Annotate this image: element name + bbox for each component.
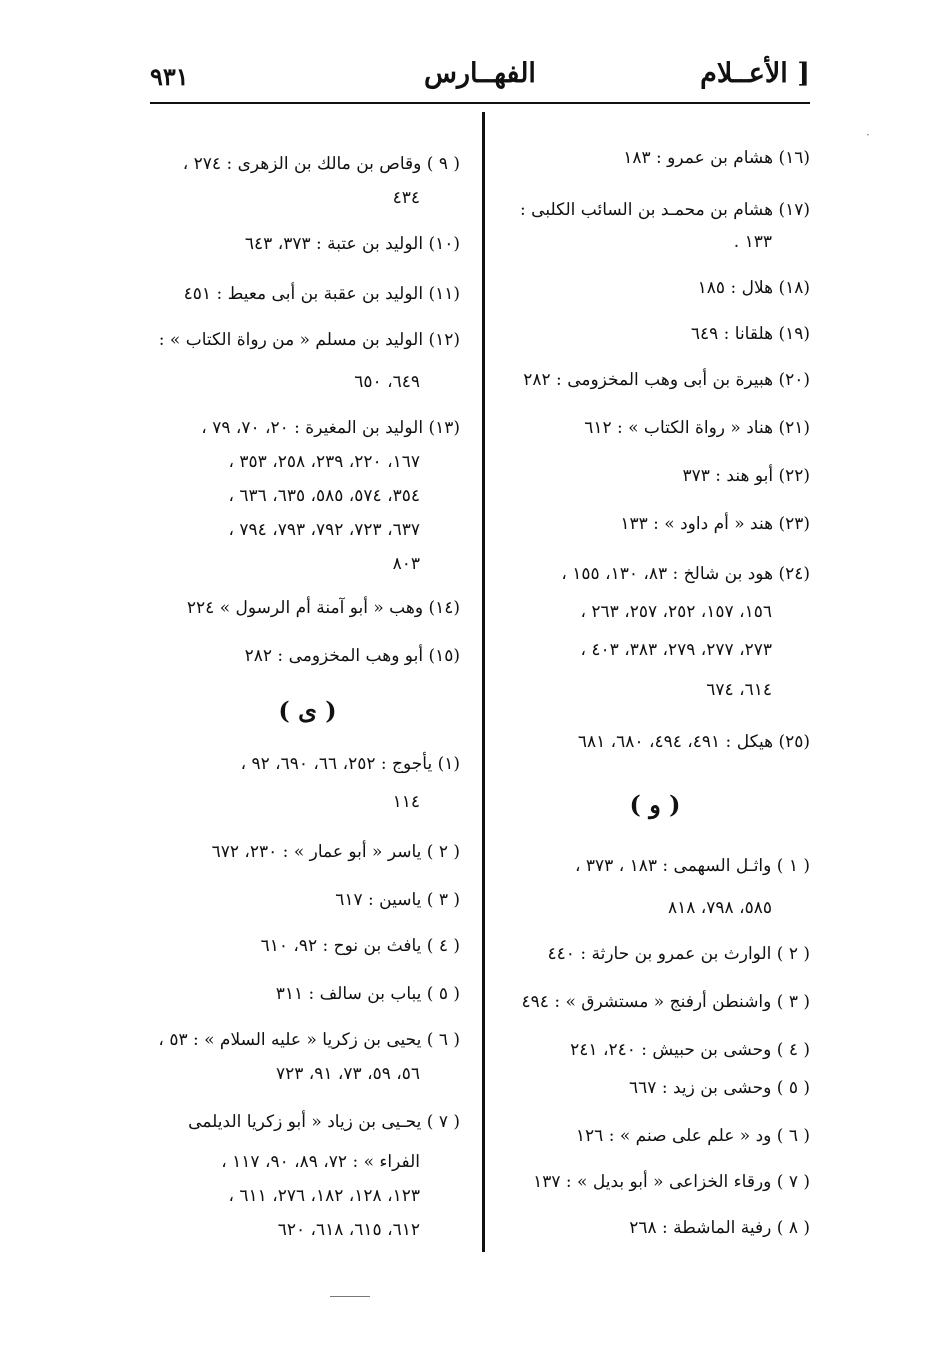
section-letter: ( ى ) bbox=[278, 696, 337, 725]
index-entry: (٢١) هناد « رواة الكتاب » : ٦١٢ bbox=[584, 418, 810, 438]
index-entry: (١٠) الوليد بن عتبة : ٣٧٣، ٦٤٣ bbox=[244, 234, 460, 254]
index-entry: (٢٢) أبو هند : ٣٧٣ bbox=[682, 466, 810, 486]
index-entry: ( ٢ ) الوارث بن عمرو بن حارثة : ٤٤٠ bbox=[547, 944, 810, 964]
index-entry: ( ٣ ) ياسين : ٦١٧ bbox=[335, 890, 460, 910]
index-entry-continuation: ١٥٦، ١٥٧، ٢٥٢، ٢٥٧، ٢٦٣ ، bbox=[580, 602, 772, 622]
index-entry: ( ٣ ) واشنطن أرفنج « مستشرق » : ٤٩٤ bbox=[521, 992, 810, 1012]
index-entry-continuation: ٦٤٩، ٦٥٠ bbox=[354, 372, 420, 392]
index-entry: (١٥) أبو وهب المخزومى : ٢٨٢ bbox=[244, 646, 460, 666]
index-entry: (١) يأجوج : ٢٥٢، ٦٦، ٦٩٠، ٩٢ ، bbox=[240, 754, 460, 774]
index-entry-continuation: ١١٤ bbox=[392, 792, 420, 812]
index-entry: (٢٤) هود بن شالخ : ٨٣، ١٣٠، ١٥٥ ، bbox=[561, 564, 810, 584]
index-entry-continuation: ٤٣٤ bbox=[392, 188, 420, 208]
index-entry: ( ٧ ) يحـيى بن زياد « أبو زكريا الديلمى bbox=[188, 1112, 460, 1132]
index-entry: (١٣) الوليد بن المغيرة : ٢٠، ٧٠، ٧٩ ، bbox=[201, 418, 460, 438]
index-entry: ( ٨ ) رفية الماشطة : ٢٦٨ bbox=[629, 1218, 810, 1238]
index-entry: (٢٠) هبيرة بن أبى وهب المخزومى : ٢٨٢ bbox=[523, 370, 810, 390]
index-entry-continuation: ٢٧٣، ٢٧٧، ٢٧٩، ٣٨٣، ٤٠٣ ، bbox=[580, 640, 772, 660]
index-entry-continuation: ٨٠٣ bbox=[392, 554, 420, 574]
index-entry: (٢٣) هند « أم داود » : ١٣٣ bbox=[620, 514, 810, 534]
index-entry: ( ١ ) واثـل السهمى : ١٨٣ ، ٣٧٣ ، bbox=[575, 856, 810, 876]
index-entry-continuation: ٦١٤، ٦٧٤ bbox=[706, 680, 772, 700]
index-entry: (١٢) الوليد بن مسلم « من رواة الكتاب » : bbox=[158, 330, 460, 350]
index-entry: (١١) الوليد بن عقبة بن أبى معيط : ٤٥١ bbox=[183, 284, 460, 304]
index-entry: ( ٩ ) وقاص بن مالك بن الزهرى : ٢٧٤ ، bbox=[182, 154, 460, 174]
index-entry-continuation: الفراء » : ٧٢، ٨٩، ٩٠، ١١٧ ، bbox=[221, 1152, 420, 1172]
index-entry: (١٩) هلقانا : ٦٤٩ bbox=[690, 324, 810, 344]
index-entry-continuation: ٥٦، ٥٩، ٧٣، ٩١، ٧٢٣ bbox=[275, 1064, 420, 1084]
index-entry: ( ٦ ) يحيى بن زكريا « عليه السلام » : ٥٣ ، bbox=[158, 1030, 460, 1050]
index-entry-continuation: ٥٨٥، ٧٩٨، ٨١٨ bbox=[668, 898, 772, 918]
index-entry: (٢٥) هيكل : ٤٩١، ٤٩٤، ٦٨٠، ٦٨١ bbox=[577, 732, 810, 752]
section-letter: ( و ) bbox=[629, 790, 681, 819]
index-entry: ( ٤ ) يافث بن نوح : ٩٢، ٦١٠ bbox=[260, 936, 460, 956]
index-entry: ( ٢ ) ياسر « أبو عمار » : ٢٣٠، ٦٧٢ bbox=[211, 842, 460, 862]
footer-rule bbox=[330, 1296, 370, 1297]
index-entry: (١٤) وهب « أبو آمنة أم الرسول » ٢٢٤ bbox=[186, 598, 460, 618]
index-entry-continuation: ٦٣٧، ٧٢٣، ٧٩٢، ٧٩٣، ٧٩٤ ، bbox=[228, 520, 420, 540]
index-entry: ( ٦ ) ود « علم على صنم » : ١٢٦ bbox=[575, 1126, 810, 1146]
section-heading: الأعــلام ] bbox=[700, 58, 810, 89]
index-entry: (١٦) هشام بن عمرو : ١٨٣ bbox=[623, 148, 810, 168]
index-entry-continuation: ١٦٧، ٢٢٠، ٢٣٩، ٢٥٨، ٣٥٣ ، bbox=[228, 452, 420, 472]
index-entry-continuation: ١٢٣، ١٢٨، ١٨٢، ٢٧٦، ٦١١ ، bbox=[228, 1186, 420, 1206]
header-rule bbox=[150, 102, 810, 104]
index-entry: ( ٤ ) وحشى بن حبيش : ٢٤٠، ٢٤١ bbox=[570, 1040, 810, 1060]
index-entry: ( ٥ ) وحشى بن زيد : ٦٦٧ bbox=[629, 1078, 810, 1098]
margin-mark: · bbox=[866, 128, 870, 142]
index-entry-continuation: ٦١٢، ٦١٥، ٦١٨، ٦٢٠ bbox=[277, 1220, 420, 1240]
index-entry: (١٨) هلال : ١٨٥ bbox=[697, 278, 810, 298]
index-entry-continuation: ١٣٣ . bbox=[733, 232, 772, 252]
page-title: الفهــارس bbox=[424, 58, 536, 89]
index-entry: ( ٧ ) ورقاء الخزاعى « أبو بديل » : ١٣٧ bbox=[533, 1172, 810, 1192]
index-entry: (١٧) هشام بن محمـد بن السائب الكلبى : bbox=[520, 200, 810, 220]
page-number: ٩٣١ bbox=[150, 62, 189, 91]
index-entry: ( ٥ ) يباب بن سالف : ٣١١ bbox=[275, 984, 460, 1004]
index-entry-continuation: ٣٥٤، ٥٧٤، ٥٨٥، ٦٣٥، ٦٣٦ ، bbox=[228, 486, 420, 506]
